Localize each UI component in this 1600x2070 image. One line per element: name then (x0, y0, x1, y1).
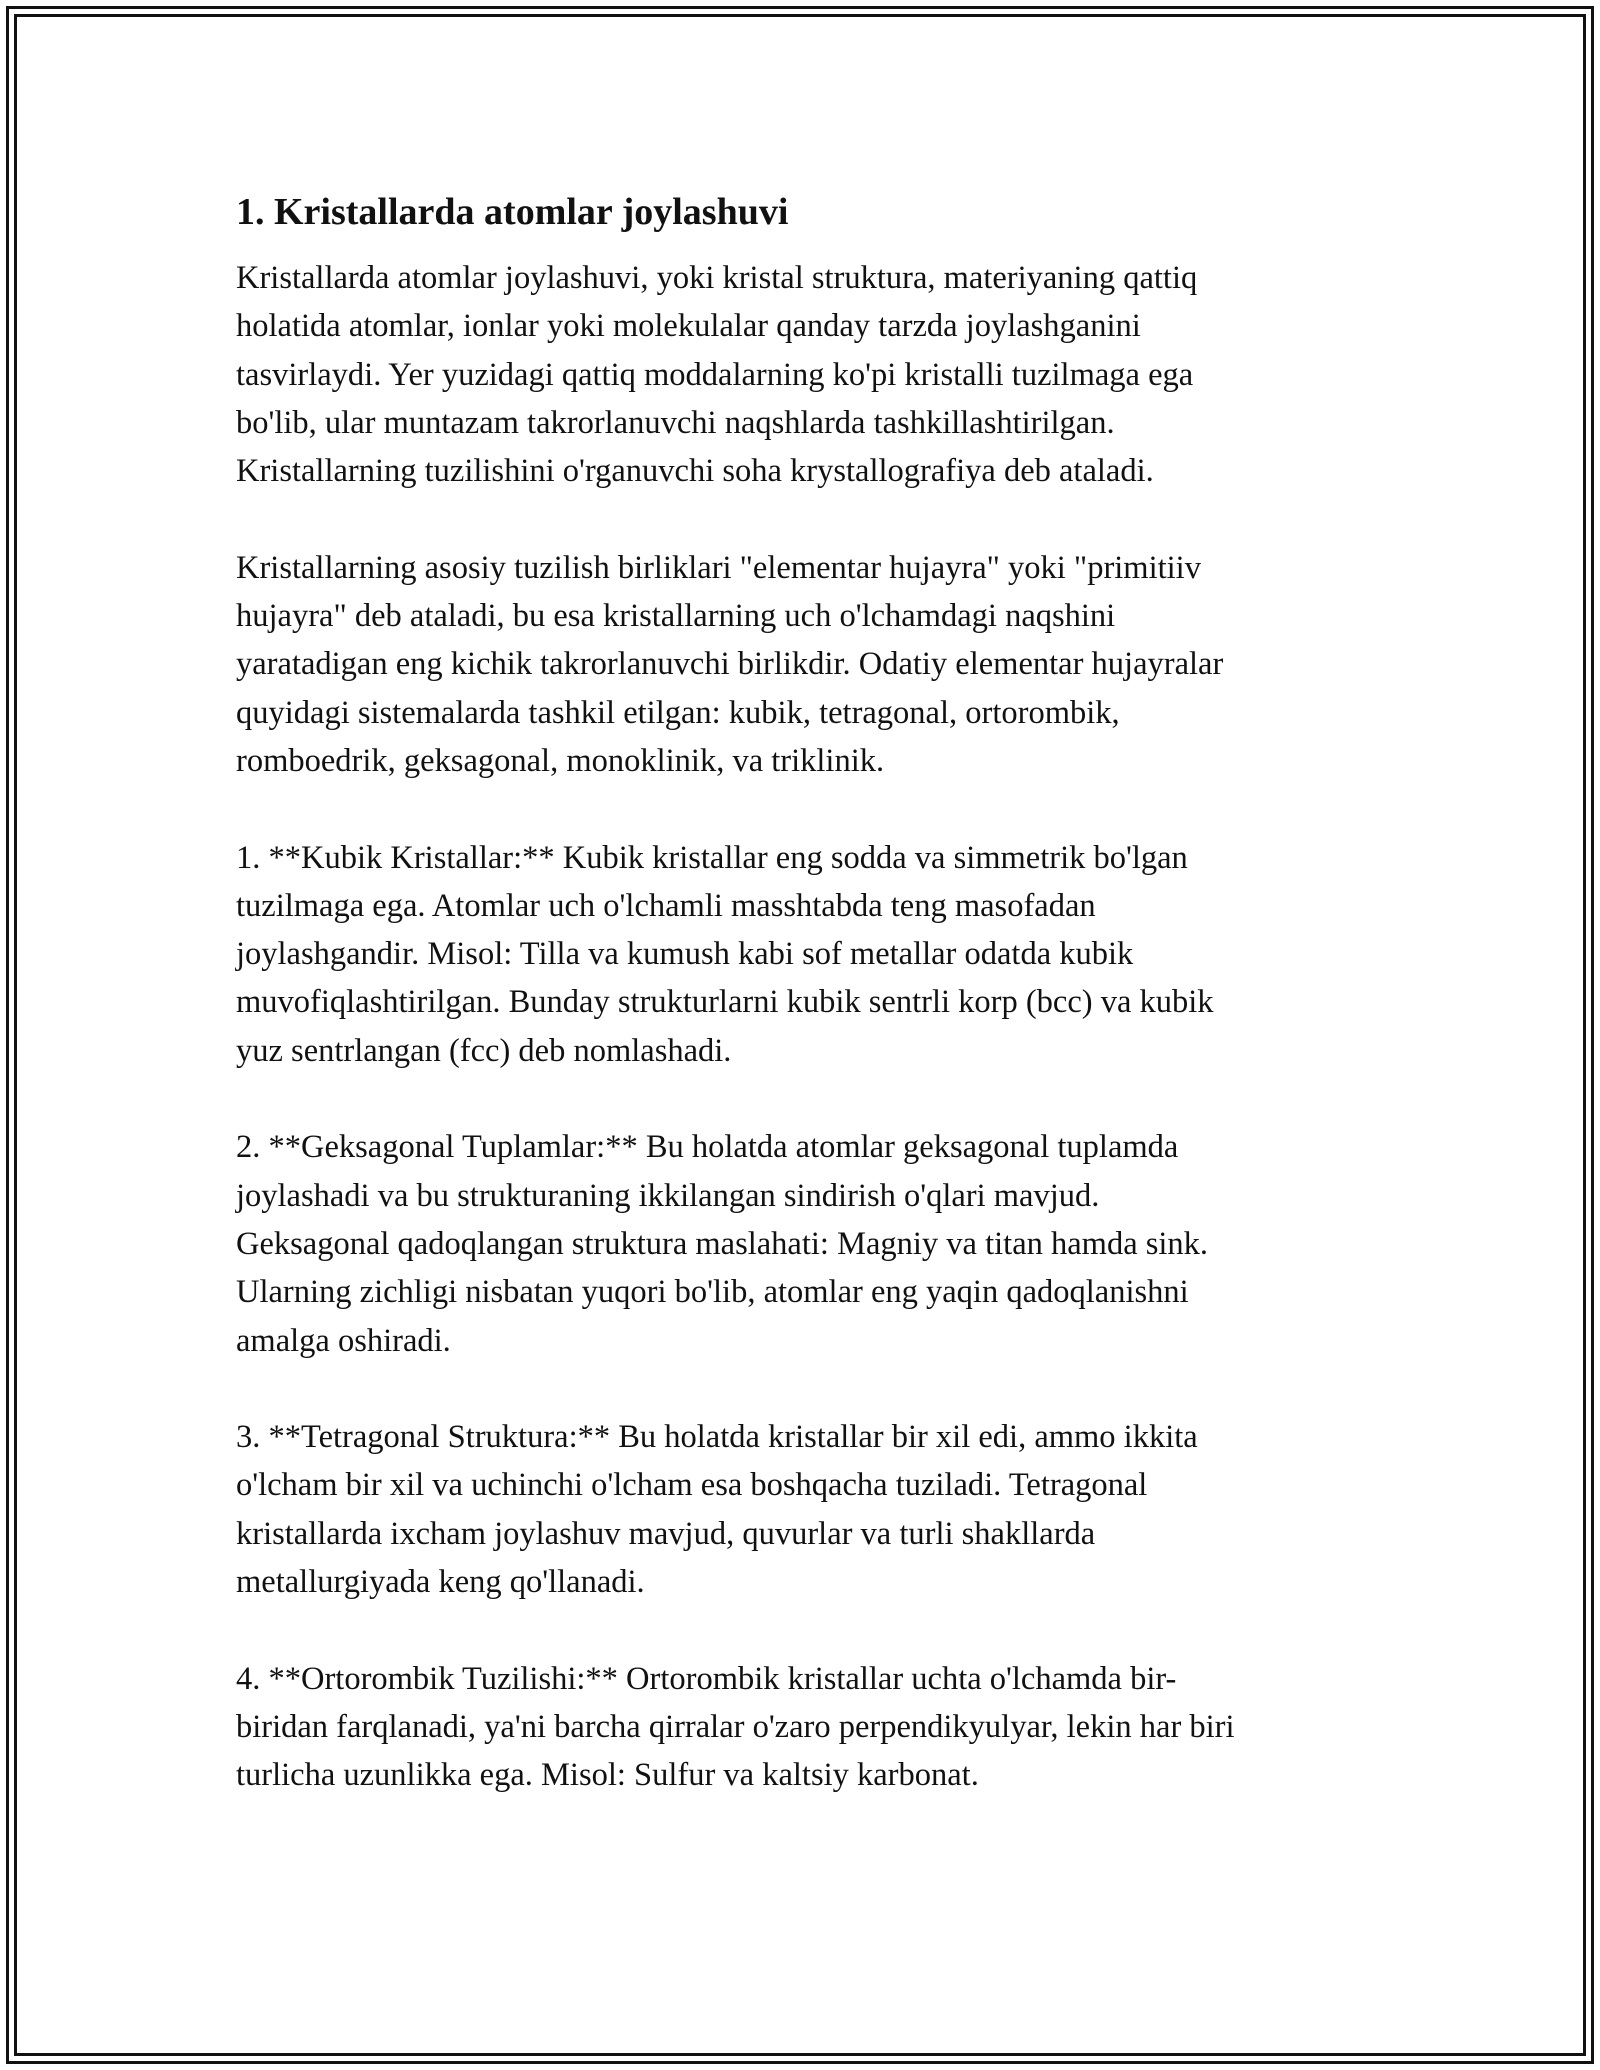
paragraph-tetragonal: 3. **Tetragonal Struktura:** Bu holatda kristallar bir xil edi, ammo ikkita o'lcham bir xil va uchinchi o'lcham esa boshqacha tuziladi. Tetragonal kristallarda ixcham joylashuv mavjud, quvurlar va turli shakllarda metallurgiyada keng qo'llanadi. (236, 1419, 1198, 1601)
document-title: 1. Kristallarda atomlar joylashuvi (236, 191, 789, 233)
paragraph-orthorhombic: 4. **Ortorombik Tuzilishi:** Ortorombik kristallar uchta o'lchamda bir- biridan farqlanadi, ya'ni barcha qirralar o'zaro perpendikyulyar, lekin har biri turlicha uzunlikka ega. Misol: Sulfur va kaltsiy karbonat. (236, 1660, 1235, 1794)
paragraph-hexagonal: 2. **Geksagonal Tuplamlar:** Bu holatda atomlar geksagonal tuplamda joylashadi va bu strukturaning ikkilangan sindirish o'qlari mavjud. Geksagonal qadoqlangan struktura maslahati: Magniy va titan hamda sink. Ularning zichligi nisbatan yuqori bo'lib, atomlar eng yaqin qadoqlanishni amalga oshiradi. (236, 1129, 1209, 1359)
paragraph-intro: Kristallarda atomlar joylashuvi, yoki kristal struktura, materiyaning qattiq holatida atomlar, ionlar yoki molekulalar qanday tarzda joylashganini tasvirlaydi. Yer yuzidagi qattiq moddalarning ko'pi kristalli tuzilmaga ega bo'lib, ular muntazam takrorlanuvchi naqshlarda tashkillashtirilgan. Kristallarning tuzilishini o'rganuvchi soha krystallografiya deb ataladi. (236, 260, 1198, 490)
paragraph-cubic: 1. **Kubik Kristallar:** Kubik kristallar eng sodda va simmetrik bo'lgan tuzilmaga ega. Atomlar uch o'lchamli masshtabda teng masofadan joylashgandir. Misol: Tilla va kumush kabi sof metallar odatda kubik muvofiqlashtirilgan. Bunday strukturlarni kubik sentrli korp (bcc) va kubik yuz sentrlangan (fcc) deb nomlashadi. (236, 839, 1214, 1069)
document-body (236, 188, 1372, 1848)
paragraph-unit-cell: Kristallarning asosiy tuzilish birliklari "elementar hujayra" yoki "primitiiv hujayra" deb ataladi, bu esa kristallarning uch o'lchamdagi naqshini yaratadigan eng kichik takrorlanuvchi birlikdir. Odatiy elementar hujayralar quyidagi sistemalarda tashkil etilgan: kubik, tetragonal, ortorombik, romboedrik, geksagonal, monoklinik, va triklinik. (236, 549, 1224, 779)
